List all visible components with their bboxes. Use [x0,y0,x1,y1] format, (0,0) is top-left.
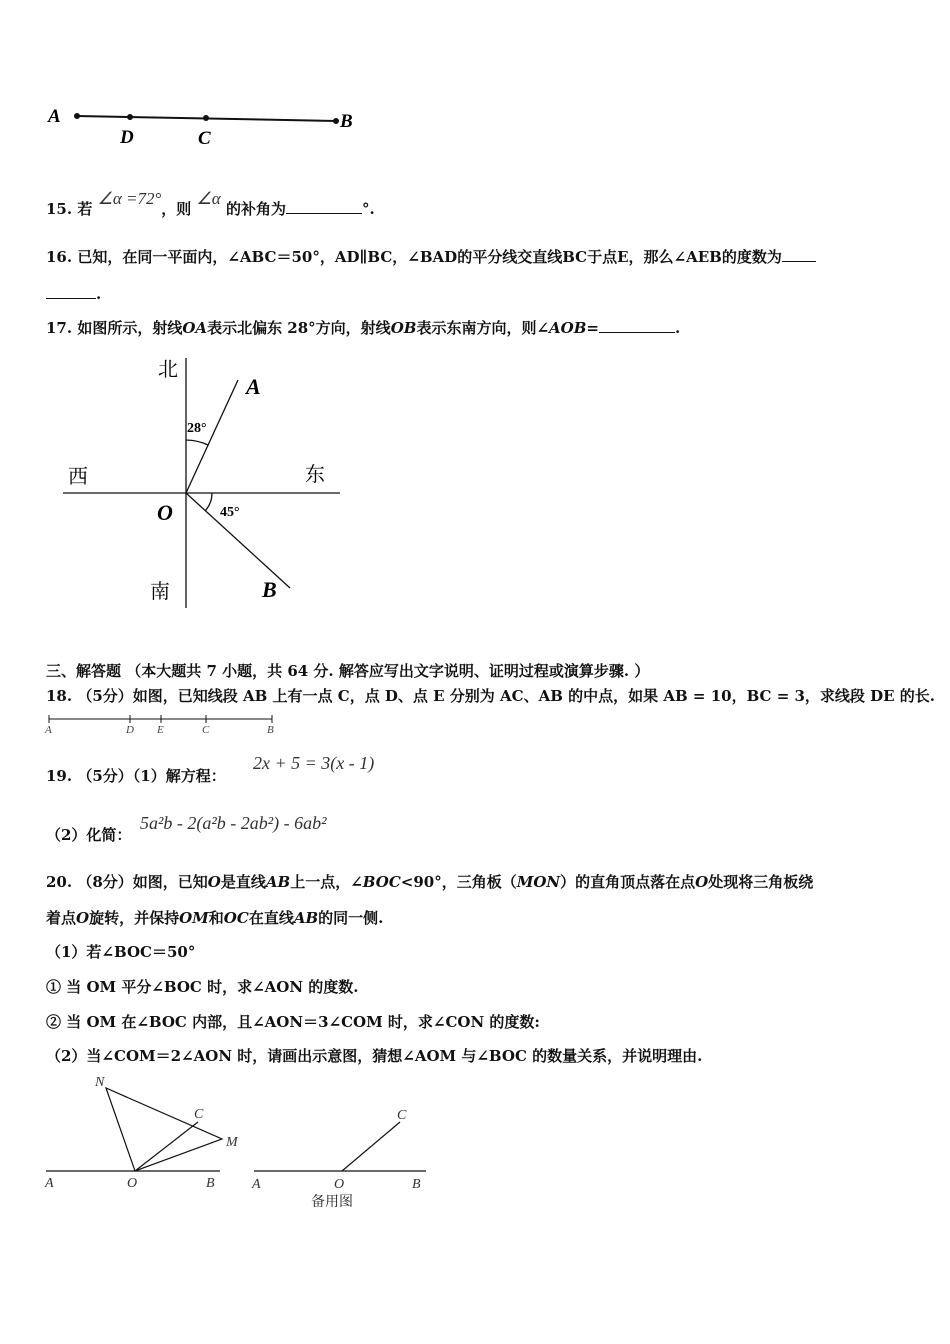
q20-part1a: ① 当 OM 平分∠BOC 时，求∠AON 的度数. [46,978,359,996]
caption-spare-figure: 备用图 [311,1194,353,1210]
label-a: A [252,1177,261,1192]
question-20 [46,871,813,892]
point-d [127,114,133,120]
label-o: O [157,500,173,525]
point-a [74,113,80,119]
q20-text-2b: 旋转，并保持 [89,909,180,927]
q15-math-alpha: ∠α =72° [97,189,162,208]
label-d: D [120,127,134,148]
q17-number: 17. [46,319,73,337]
q20-o-3: O [76,909,90,927]
label-n: N [95,1075,105,1090]
label-a: A [246,374,261,399]
q17-text-2: 表示北偏东 28°方向，射线 [207,319,391,337]
q17-answer-blank [599,318,675,333]
q20-figure-triangle [40,1070,250,1195]
question-19-part2 [46,824,131,845]
q20-figure-spare [248,1100,438,1212]
q17-angle-aob: AOB [549,319,587,337]
q18-text: （5分）如图，已知线段 AB 上有一点 C，点 D、点 E 分别为 AC、AB 的中点，如果 AB = 10，BC = 3，求线段 DE 的长. [77,687,936,705]
q20-ab-2: AB [293,909,319,927]
q20-text-2a: 着点 [46,909,77,927]
label-c: C [194,1107,204,1122]
section-3-text: 三、解答题 （本大题共 7 小题，共 64 分. 解答应写出文字说明、证明过程或演算步骤. ） [46,662,650,680]
label-a: A [45,724,52,736]
q20-mon: MON [516,873,561,891]
section-3-title [46,660,649,681]
q20-part1b: ② 当 OM 在∠BOC 内部，且∠AON＝3∠COM 时，求∠CON 的度数: [46,1013,540,1031]
triangle-mon [106,1088,222,1171]
label-c: C [397,1108,407,1123]
q16-end: . [96,285,102,303]
label-b: B [267,724,274,736]
q15-end: °. [361,200,375,218]
q19-equation-1: 2x + 5 = 3(x - 1) [253,753,375,773]
label-east: 东 [305,462,325,486]
q19-number: 19. [46,767,73,785]
label-d: D [126,724,134,736]
q18-number: 18. [46,687,73,705]
q15-text-post: 的补角为 [225,200,286,218]
question-19 [46,765,226,786]
ray-oa [186,380,238,493]
q15-number: 15. [46,200,73,218]
q19-part2-text: （2）化简： [46,826,132,844]
q17-text-1: 如图所示，射线 [77,319,183,337]
label-c: C [202,724,210,736]
question-16 [46,246,816,267]
q20-part2: （2）当∠COM＝2∠AON 时，请画出示意图，猜想∠AOM 与∠BOC 的数量关系，并说明理由. [46,1047,703,1065]
q15-text-pre: 若 [77,200,93,218]
q20-om: OM [179,909,209,927]
q16-answer-blank-1 [782,247,816,262]
q17-end: . [674,319,681,337]
q17-text-4: = [586,319,599,337]
label-a: A [48,106,61,127]
q17-ray-ob: OB [390,319,417,337]
label-b: B [412,1177,421,1192]
label-north: 北 [158,357,178,381]
question-18 [46,685,935,706]
segment-figure-adcb [40,100,370,152]
label-c: C [198,128,211,149]
label-e: E [157,724,164,736]
q19-part1-text: （5分）（1）解方程： [77,767,226,785]
q20-o-1: O [207,873,221,891]
arc-28 [186,440,208,445]
q20-text-2c: 和 [208,909,224,927]
q20-number: 20. [46,873,73,891]
question-15 [46,189,375,219]
point-b [333,118,339,124]
q16-text: 已知，在同一平面内，∠ABC＝50°，AD∥BC，∠BAD的平分线交直线BC于点E，那么∠AEB的度数为 [77,248,782,266]
q19-expression-2: 5a²b - 2(a²b - 2ab²) - 6ab² [140,813,327,833]
q15-answer-blank [286,199,362,214]
q20-ab-1: AB [265,873,291,891]
q20-text-1b: 是直线 [220,873,266,891]
label-o: O [334,1177,345,1192]
label-west: 西 [68,464,88,488]
question-16-cont [46,284,101,303]
compass-figure [60,350,360,615]
q16-number: 16. [46,248,73,266]
label-south: 南 [150,579,170,603]
segment-figure-adecb [44,712,284,736]
q20-boc-1: BOC [362,873,401,891]
q20-text-1e: ）的直角顶点落在点 [560,873,696,891]
q15-text-mid: ，则 [161,200,192,218]
q20-text-2d: 在直线 [248,909,294,927]
label-o: O [127,1176,138,1191]
ray-oc [342,1122,400,1171]
q20-o-2: O [695,873,709,891]
q20-text-1d: <90°，三角板（ [400,873,517,891]
q20-text-1a: （8分）如图，已知 [77,873,208,891]
q20-text-1c: 上一点，∠ [290,873,363,891]
question-17 [46,317,680,338]
label-a: A [45,1176,54,1191]
q16-answer-blank-2 [46,284,96,299]
q17-ray-oa: OA [182,319,208,337]
q15-math-alpha2: ∠α [196,189,221,208]
label-b: B [340,111,353,132]
label-b: B [206,1176,215,1191]
point-c [203,115,209,121]
q20-part1: （1）若∠BOC＝50° [46,943,196,961]
arc-45 [205,493,212,511]
question-20-line2 [46,907,383,928]
q20-text-2e: 的同一侧. [318,909,384,927]
q20-oc: OC [223,909,249,927]
label-b: B [262,577,277,602]
ray-oc [135,1122,198,1171]
label-m: M [226,1135,238,1150]
angle-45-label: 45° [220,505,240,520]
q20-text-1f: 处现将三角板绕 [708,873,814,891]
q17-text-3: 表示东南方向，则∠ [416,319,550,337]
angle-28-label: 28° [187,421,207,436]
